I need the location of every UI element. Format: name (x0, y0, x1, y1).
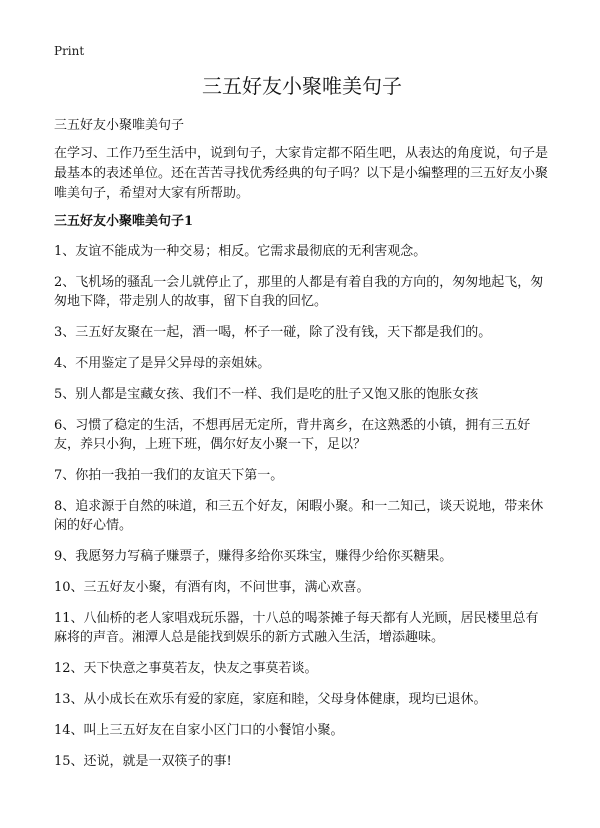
list-item: 9、我愿努力写稿子赚票子，赚得多给你买珠宝，赚得少给你买糖果。 (54, 549, 453, 564)
list-item: 6、习惯了稳定的生活，不想再居无定所，背井离乡，在这熟悉的小镇，拥有三五好友，养只小狗，上班下班，偶尔好友小聚一下，足以？ (54, 418, 531, 452)
list-item: 12、天下快意之事莫若友，快友之事莫若谈。 (54, 661, 318, 676)
document-subtitle: 三五好友小聚唯美句子 (54, 118, 185, 133)
list-item: 1、友谊不能成为一种交易；相反。它需求最彻底的无利害观念。 (54, 244, 427, 259)
list-item: 3、三五好友聚在一起，酒一喝，杯子一碰，除了没有钱，天下都是我们的。 (54, 325, 492, 340)
list-item: 10、三五好友小聚，有酒有肉，不问世事，满心欢喜。 (54, 580, 370, 595)
document-body (54, 72, 550, 783)
print-link[interactable]: Print (54, 44, 85, 58)
list-item: 7、你拍一我拍一我们的友谊天下第一。 (54, 468, 284, 483)
list-item: 2、飞机场的骚乱一会儿就停止了，那里的人都是有着自我的方向的，匆匆地起飞，匆匆地下降，带走别人的故事，留下自我的回忆。 (54, 275, 544, 309)
sentence-list (54, 242, 550, 771)
intro-paragraph: 在学习、工作乃至生活中，说到句子，大家肯定都不陌生吧，从表达的角度说，句子是最基本的表述单位。还在苦苦寻找优秀经典的句子吗？以下是小编整理的三五好友小聚唯美句子，希望对大家有所帮助。 (54, 146, 549, 201)
list-item: 11、八仙桥的老人家唱戏玩乐器，十八总的喝茶摊子每天都有人光顾，居民楼里总有麻将的声音。湘潭人总是能找到娱乐的新方式融入生活，增添趣味。 (54, 611, 539, 645)
list-item: 5、别人都是宝藏女孩、我们不一样、我们是吃的肚子又饱又胀的饱胀女孩 (54, 387, 479, 402)
list-item: 14、叫上三五好友在自家小区门口的小餐馆小聚。 (54, 723, 344, 738)
page-title: 三五好友小聚唯美句子 (202, 74, 402, 98)
list-item: 4、不用鉴定了是异父异母的亲姐妹。 (54, 356, 271, 371)
list-item: 15、还说，就是一双筷子的事! (54, 754, 232, 769)
section-heading: 三五好友小聚唯美句子1 (54, 214, 194, 229)
list-item: 13、从小成长在欢乐有爱的家庭，家庭和睦，父母身体健康，现均已退休。 (54, 692, 487, 707)
list-item: 8、追求源于自然的味道，和三五个好友，闲暇小聚。和一二知己，谈天说地，带来休闲的好心情。 (54, 499, 544, 533)
